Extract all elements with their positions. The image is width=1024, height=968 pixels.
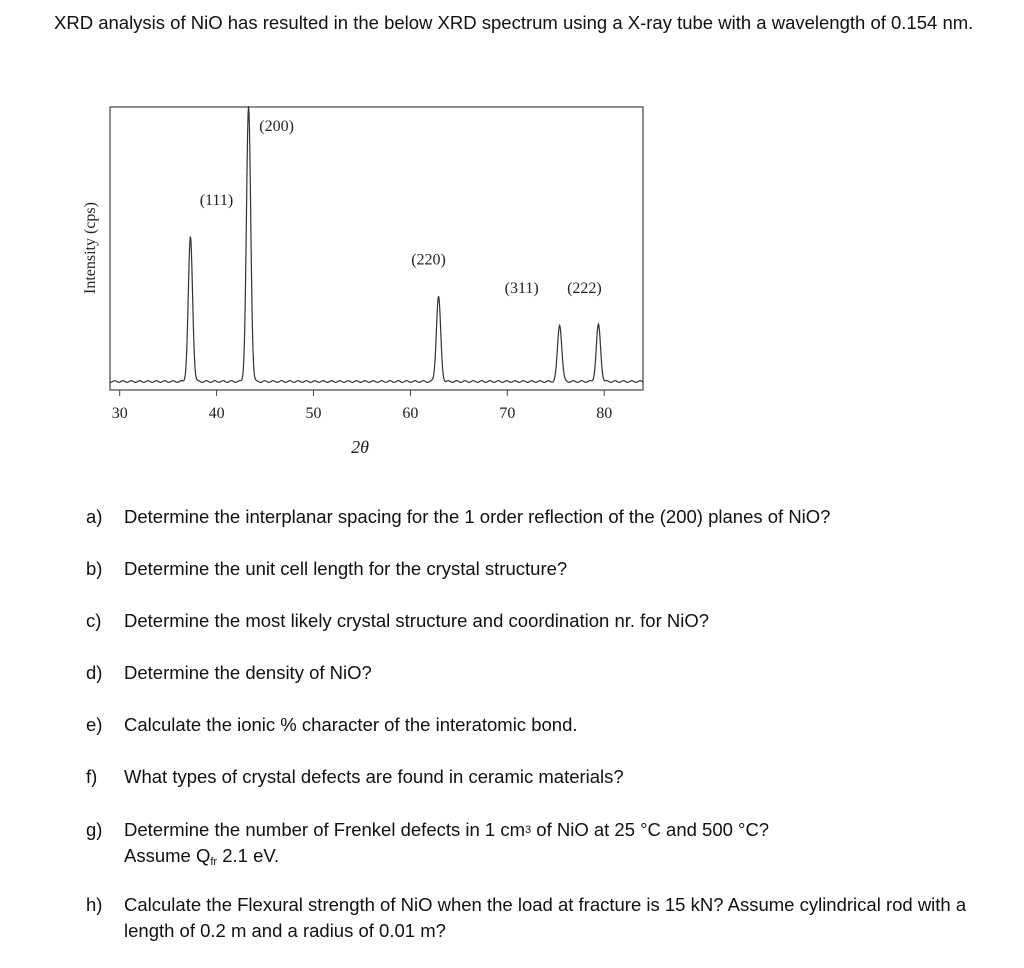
problem-intro: XRD analysis of NiO has resulted in the below XRD spectrum using a X-ray tube with a wavelength of 0.154 nm. — [54, 12, 974, 33]
question-text: Calculate the Flexural strength of NiO when the load at fracture is 15 kN? Assume cylindrical rod with a length of 0.2 m and a radius of 0.01 m? — [124, 894, 967, 941]
question-text-part: Assume Q — [124, 845, 211, 866]
x-tick-label: 30 — [111, 405, 128, 422]
peak-label: (220) — [411, 251, 446, 269]
x-tick-label: 50 — [305, 405, 322, 422]
y-axis-label: Intensity (cps) — [82, 202, 99, 294]
question-label: f) — [86, 766, 98, 787]
question-text-part: Determine the number of Frenkel defects in 1 cm — [124, 819, 526, 840]
xrd-spectrum-line — [110, 106, 643, 382]
peak-label: (311) — [504, 279, 539, 297]
question-label: h) — [86, 894, 103, 915]
peak-label: (200) — [259, 118, 294, 135]
question-label: c) — [86, 610, 102, 631]
peak-labels — [200, 118, 602, 297]
question-text — [124, 817, 986, 869]
question-text: Determine the unit cell length for the crystal structure? — [124, 558, 568, 579]
subscript: fr — [210, 856, 218, 868]
xrd-chart — [60, 95, 660, 465]
superscript: 3 — [525, 824, 532, 836]
x-tick-label: 40 — [208, 405, 225, 422]
question-label: e) — [86, 714, 103, 735]
question-text-part: 2.1 eV. — [217, 845, 280, 866]
question-text: What types of crystal defects are found in ceramic materials? — [124, 766, 624, 787]
question-label: b) — [86, 558, 103, 579]
x-axis-label: 2θ — [351, 437, 369, 457]
question-label: d) — [86, 662, 103, 683]
x-tick-label: 80 — [596, 405, 613, 422]
question-label: g) — [86, 819, 103, 840]
peak-label: (111) — [199, 192, 234, 210]
x-tick-label: 70 — [499, 405, 516, 422]
question-text: Determine the density of NiO? — [124, 662, 372, 683]
x-axis-ticks — [112, 390, 613, 422]
question-text: Determine the most likely crystal structure and coordination nr. for NiO? — [124, 610, 710, 631]
question-text-part: of NiO at 25 °C and 500 °C? — [531, 819, 770, 840]
question-text: Determine the interplanar spacing for the 1 order reflection of the (200) planes of NiO? — [124, 506, 831, 527]
peak-label: (222) — [567, 279, 602, 297]
x-tick-label: 60 — [402, 405, 419, 422]
question-label: a) — [86, 506, 103, 527]
question-text: Calculate the ionic % character of the interatomic bond. — [124, 714, 578, 735]
